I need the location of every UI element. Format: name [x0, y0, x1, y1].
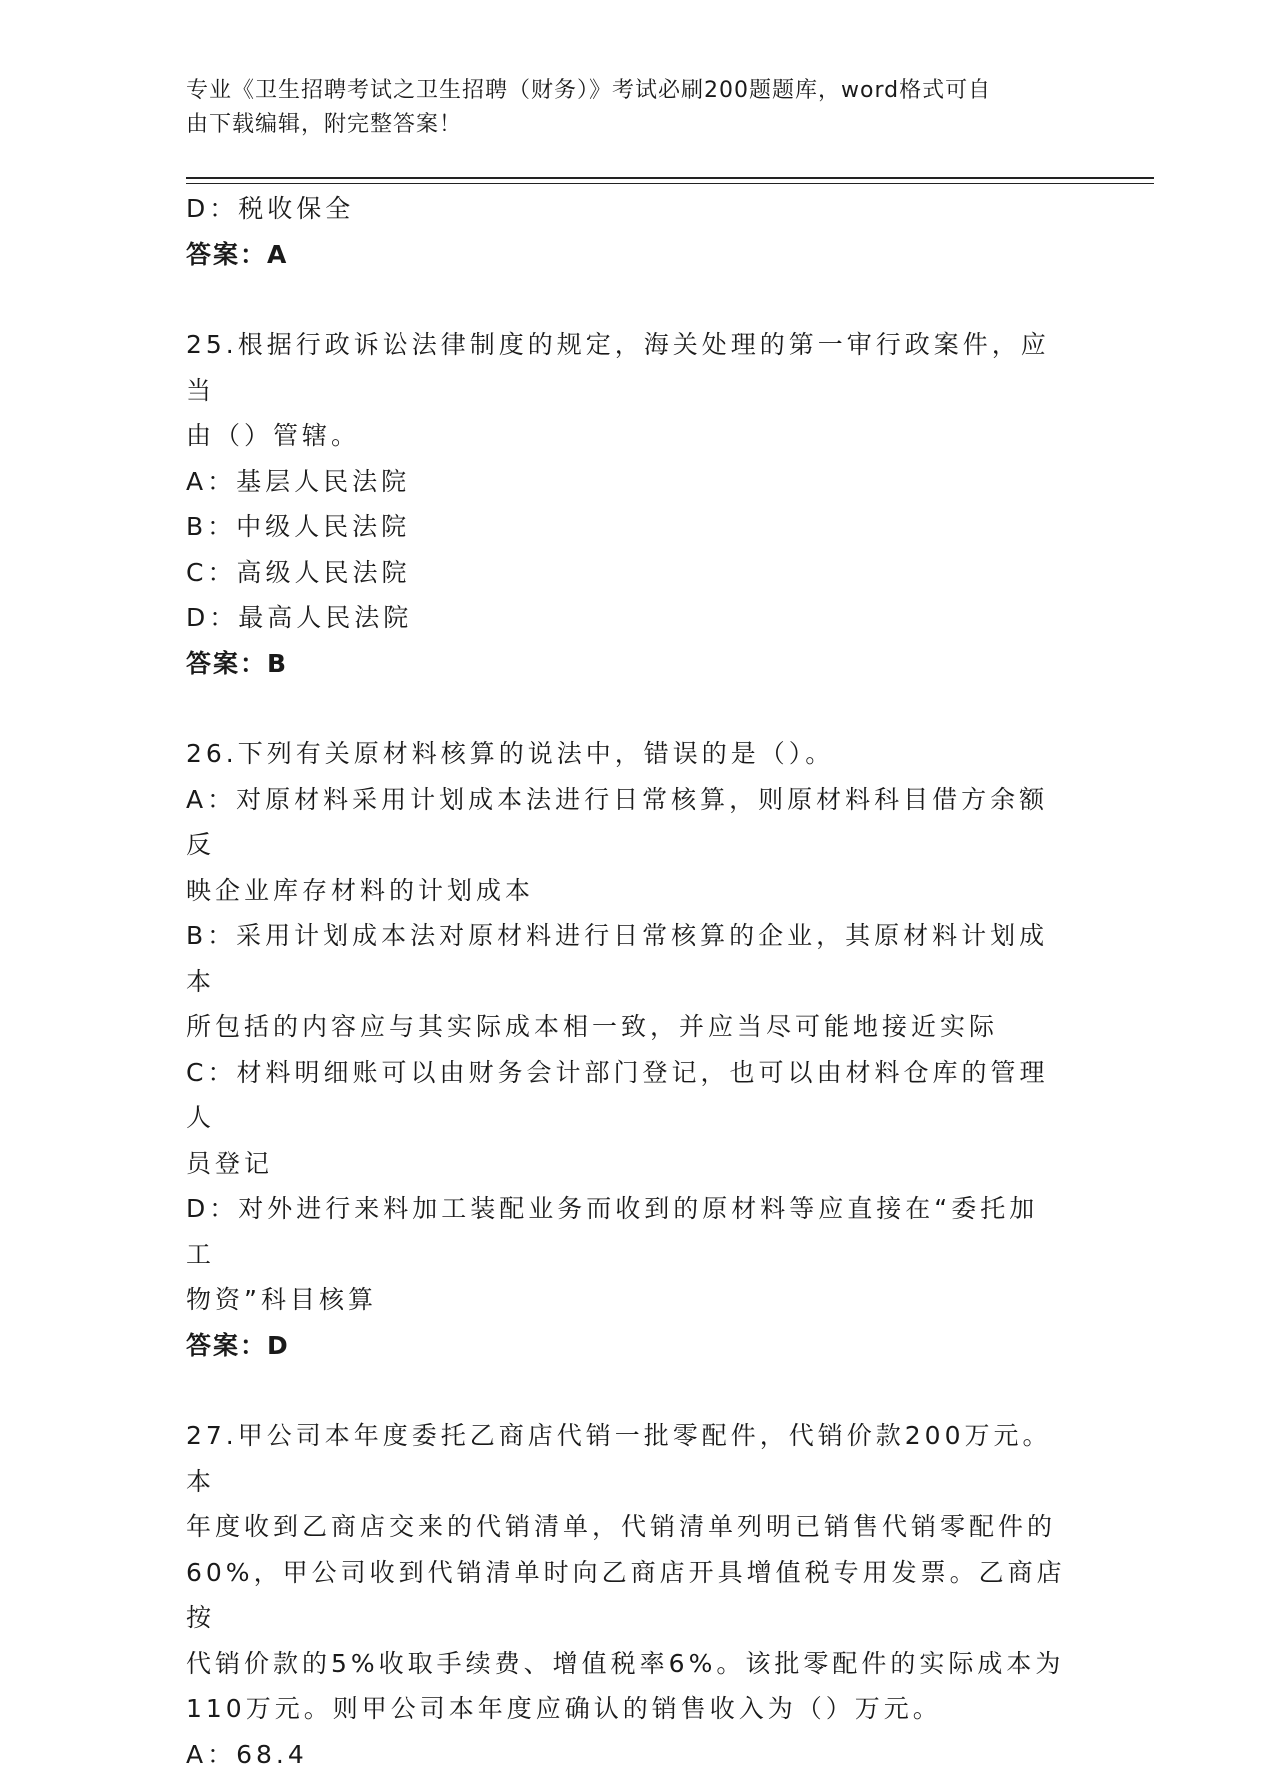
question-stem: 110万元。则甲公司本年度应确认的销售收入为（）万元。: [186, 1686, 1066, 1732]
question-stem: 年度收到乙商店交来的代销清单，代销清单列明已销售代销零配件的: [186, 1504, 1066, 1550]
option-c: C：高级人民法院: [186, 550, 1066, 596]
option-b: B：中级人民法院: [186, 504, 1066, 550]
option-d: D：税收保全: [186, 186, 1066, 232]
header-line-2: 由下载编辑，附完整答案！: [186, 108, 1066, 142]
option-d-cont: 物资”科目核算: [186, 1277, 1066, 1323]
option-c: C：材料明细账可以由财务会计部门登记，也可以由材料仓库的管理人: [186, 1050, 1066, 1141]
prev-question-tail: [186, 186, 1066, 277]
question-stem: 27.甲公司本年度委托乙商店代销一批零配件，代销价款200万元。本: [186, 1413, 1066, 1504]
document-body: [186, 186, 1066, 1777]
option-a-cont: 映企业库存材料的计划成本: [186, 868, 1066, 914]
option-b-cont: 所包括的内容应与其实际成本相一致，并应当尽可能地接近实际: [186, 1004, 1066, 1050]
option-d: D：对外进行来料加工装配业务而收到的原材料等应直接在“委托加工: [186, 1186, 1066, 1277]
option-b: B：采用计划成本法对原材料进行日常核算的企业，其原材料计划成本: [186, 913, 1066, 1004]
option-c-cont: 员登记: [186, 1141, 1066, 1187]
question-stem: 60%，甲公司收到代销清单时向乙商店开具增值税专用发票。乙商店按: [186, 1550, 1066, 1641]
answer: 答案：B: [186, 641, 1066, 687]
question-stem: 代销价款的5%收取手续费、增值税率6%。该批零配件的实际成本为: [186, 1641, 1066, 1687]
header-line-1: 专业《卫生招聘考试之卫生招聘（财务）》考试必刷200题题库，word格式可自: [186, 74, 1066, 108]
option-a: A：基层人民法院: [186, 459, 1066, 505]
header-divider-thick: [186, 177, 1154, 179]
answer: 答案：A: [186, 232, 1066, 278]
document-header: [186, 74, 1066, 142]
question-27: [186, 1413, 1066, 1777]
question-26: [186, 731, 1066, 1368]
question-stem: 由（）管辖。: [186, 413, 1066, 459]
header-divider-thin: [186, 183, 1154, 184]
question-25: [186, 322, 1066, 686]
question-stem: 26.下列有关原材料核算的说法中，错误的是（）。: [186, 731, 1066, 777]
question-stem: 25.根据行政诉讼法律制度的规定，海关处理的第一审行政案件，应当: [186, 322, 1066, 413]
option-a: A：对原材料采用计划成本法进行日常核算，则原材料科目借方余额反: [186, 777, 1066, 868]
option-a: A：68.4: [186, 1732, 1066, 1777]
answer: 答案：D: [186, 1323, 1066, 1369]
option-d: D：最高人民法院: [186, 595, 1066, 641]
